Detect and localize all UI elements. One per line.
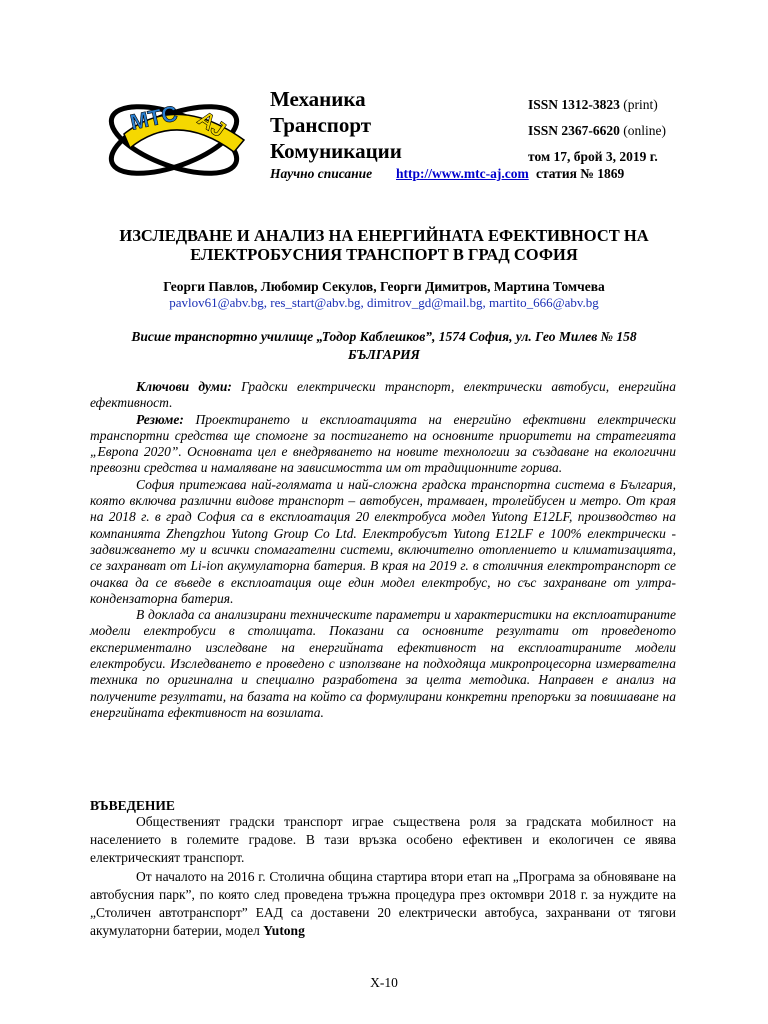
abstract-paragraph-2: София притежава най-голямата и най-сложна градска транспортна система в България, която включва различни видове транспорт – автобусен, трамваен, тролейбусен и метро. От края на 2018 г. в град София са в експлоатация 20 електробуса модел Yutong E12LF, производство на компанията Zhengzhou Yutong Group Co Ltd. Електробусът Yutong E12LF е 100% електрически - задвижването му и всички спомагателни системи, включително отоплението и климатизацията, се захранват от Li-ion акумулаторна батерия. В края на 2019 г. в столичния електротранспорт се очаква да се въведе в експлоатация още един модел електробус, но със захранване от ултра-кондензаторна батерия. <box>90 476 676 606</box>
body-text <box>90 813 676 940</box>
issn-block <box>528 92 666 170</box>
issn-online: ISSN 2367-6620 (online) <box>528 123 667 138</box>
article-number: статия № 1869 <box>536 166 625 181</box>
affiliation: Висше транспортно училище „Тодор Каблешков”, 1574 София, ул. Гео Милев № 158 БЪЛГАРИЯ <box>131 329 637 362</box>
svg-text:MTC: MTC <box>127 100 180 135</box>
section-heading: ВЪВЕДЕНИЕ <box>90 798 175 813</box>
summary: Резюме: Проектирането и експлоатацията на енергийно ефективни електрически транспортни средства ще спомогне за постигането на основните приоритети на стратегията „Европа 2020”. Основната цел е внедряването на новите технологии за създаване на екологични превозни средства и намаляване на зависимостта им от традиционните горива. <box>90 411 676 476</box>
journal-line-transport: Транспорт <box>270 113 372 137</box>
keywords: Ключови думи: Градски електрически транспорт, електрически автобуси, енергийна ефективност. <box>90 379 676 411</box>
author-emails: pavlov61@abv.bg, res_start@abv.bg, dimitrov_gd@mail.bg, martito_666@abv.bg <box>169 295 599 310</box>
journal-type: Научно списание <box>270 166 373 181</box>
issn-print: ISSN 1312-3823 (print) <box>528 97 658 112</box>
journal-subline <box>270 166 690 182</box>
page-number: X-10 <box>370 975 398 990</box>
body-paragraph-2: От началото на 2016 г. Столична община стартира втори етап на „Програма за обновяване на автобусния парк”, по която след проведена тръжна процедура през октомври 2018 г. за нуждите на „Столичен автотранспорт” ЕАД са доставени 20 електрически автобуса, захранвани от тягови акумулаторни батерии, модел Yutong <box>90 868 676 939</box>
journal-line-communications: Комуникации <box>270 139 402 163</box>
journal-line-mechanics: Механика <box>270 87 366 111</box>
authors: Георги Павлов, Любомир Секулов, Георги Димитров, Мартина Томчева <box>163 279 605 294</box>
paper-title: ИЗСЛЕДВАНЕ И АНАЛИЗ НА ЕНЕРГИЙНАТА ЕФЕКТИВНОСТ НА ЕЛЕКТРОБУСНИЯ ТРАНСПОРТ В ГРАД СОФИЯ <box>119 226 649 264</box>
mtc-aj-logo <box>92 82 270 202</box>
journal-url-link[interactable]: http://www.mtc-aj.com <box>396 166 529 181</box>
svg-text:AJ: AJ <box>193 105 231 143</box>
abstract-paragraph-3: В доклада са анализирани техническите параметри и характеристики на експлоатираните модели електробуси в столицата. Показани са основните резултати от проведеното експериментално изследване на енергийната ефективност на експлоатираните модели електробуси. Изследването е проведено с използване на подходяща микропроцесорна измервателна техника по оригинална и специално разработена за целта методика. Направен е анализ на получените резултати, на базата на който са формулирани конкретни препоръки за повишаване на енергийната ефективност на возилата. <box>90 607 676 720</box>
journal-name <box>270 86 402 164</box>
volume-issue: том 17, брой 3, 2019 г. <box>528 149 658 164</box>
abstract <box>90 379 676 721</box>
body-paragraph-1: Обществeният градски транспорт играе съществена роля за градската мобилност на населението в големите градове. В тази връзка особено ефективен и екологичен се явява електрическият транспорт. <box>90 814 676 866</box>
